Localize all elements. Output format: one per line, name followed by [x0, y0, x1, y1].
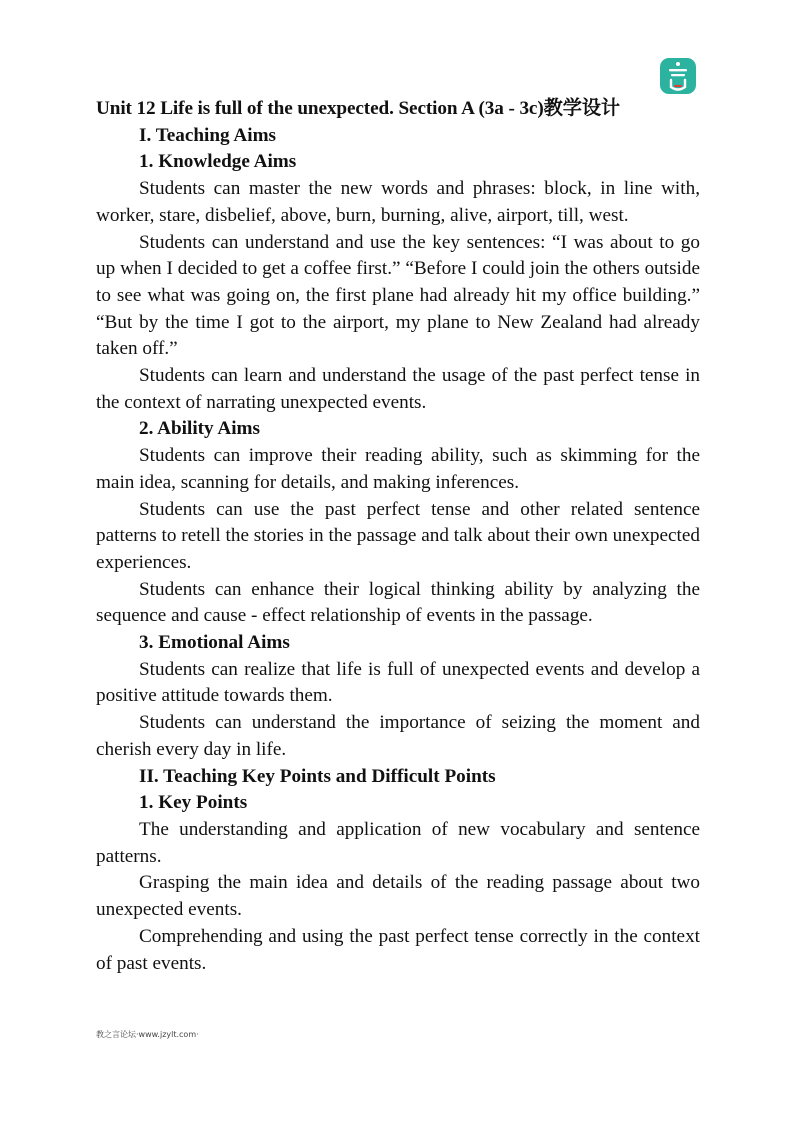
paragraph-key-tense: Comprehending and using the past perfect tense correctly in the context of past events. — [96, 925, 700, 974]
paragraph-emotional-moment: Students can understand the importance of seizing the moment and cherish every day in life. — [96, 712, 700, 760]
heading-key-points: 1. Key Points — [139, 792, 248, 814]
paragraph-key-vocabulary: The understanding and application of new vocabulary and sentence patterns. — [96, 818, 700, 867]
document-body — [96, 96, 700, 977]
paragraph-knowledge-words: Students can master the new words and phrases: block, in line with, worker, stare, disbelief, above, burn, burning, alive, airport, till, west. — [96, 178, 700, 226]
paragraph-ability-retell: Students can use the past perfect tense and other related sentence patterns to retell the stories in the passage and talk about their own unexpected experiences. — [96, 498, 700, 573]
page-footer: 教之言论坛·www.jzylt.com· — [96, 1030, 199, 1039]
heading-teaching-aims: I. Teaching Aims — [139, 124, 277, 146]
heading-emotional-aims: 3. Emotional Aims — [139, 632, 290, 654]
paragraph-key-main-idea: Grasping the main idea and details of the reading passage about two unexpected events. — [96, 872, 700, 921]
paragraph-emotional-attitude: Students can realize that life is full of unexpected events and develop a positive attitude towards them. — [96, 658, 700, 707]
heading-key-difficult-points: II. Teaching Key Points and Difficult Points — [139, 765, 496, 787]
heading-ability-aims: 2. Ability Aims — [139, 418, 261, 440]
paragraph-knowledge-tense: Students can learn and understand the usage of the past perfect tense in the context of narrating unexpected events. — [96, 365, 700, 413]
paragraph-knowledge-sentences: Students can understand and use the key sentences: “I was about to go up when I decided to get a coffee first.” “Before I could join the others outside to see what was going on, the first plane had already hit my office building.” “But by the time I got to the airport, my plane to New Zealand had already taken off.” — [96, 231, 700, 360]
paragraph-ability-reading: Students can improve their reading ability, such as skimming for the main idea, scanning for details, and making inferences. — [96, 445, 700, 493]
heading-knowledge-aims: 1. Knowledge Aims — [139, 151, 297, 173]
speech-bubble-logo-icon — [660, 58, 696, 94]
document-title: Unit 12 Life is full of the unexpected. Section A (3a - 3c)教学设计 — [96, 98, 620, 119]
paragraph-ability-logic: Students can enhance their logical thinking ability by analyzing the sequence and cause - effect relationship of events in the passage. — [96, 578, 700, 627]
